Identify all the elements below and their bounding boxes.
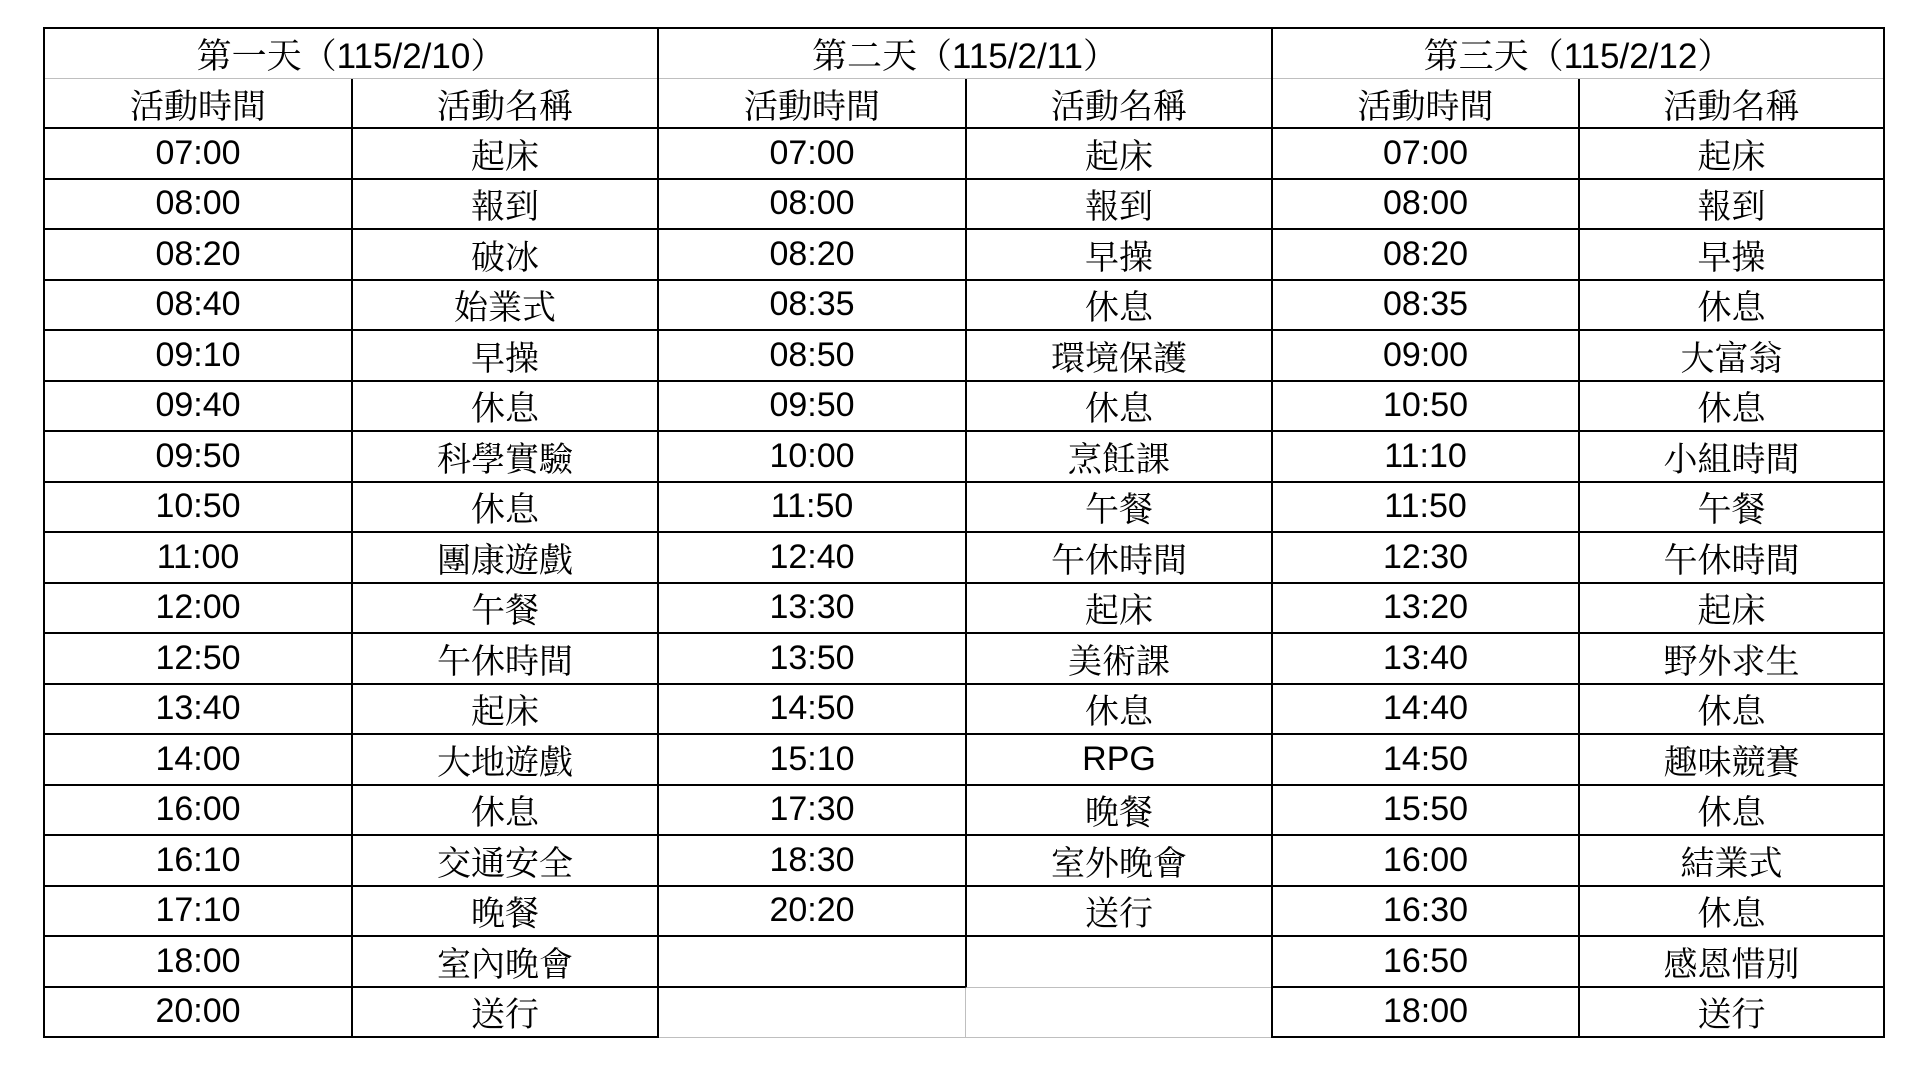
activity-name-cell: 早操 bbox=[1578, 230, 1883, 281]
activity-time-cell: 16:00 bbox=[45, 786, 351, 837]
schedule-row bbox=[1273, 180, 1883, 231]
activity-name-cell: 報到 bbox=[1578, 180, 1883, 231]
day-1-column-headers bbox=[45, 79, 657, 129]
schedule-row bbox=[45, 584, 657, 635]
activity-name-cell: 起床 bbox=[1578, 129, 1883, 180]
activity-name-cell: 晚餐 bbox=[965, 786, 1271, 837]
schedule-row bbox=[659, 331, 1271, 382]
activity-name-cell: 午休時間 bbox=[1578, 533, 1883, 584]
activity-name-cell: 趣味競賽 bbox=[1578, 735, 1883, 786]
day-3-title: 第三天（115/2/12） bbox=[1273, 29, 1883, 79]
activity-name-cell: 報到 bbox=[351, 180, 657, 231]
schedule-row bbox=[1273, 887, 1883, 938]
day-3-rows bbox=[1273, 129, 1883, 1038]
activity-time-cell: 10:00 bbox=[659, 432, 965, 483]
activity-time-cell: 13:30 bbox=[659, 584, 965, 635]
activity-time-cell: 16:00 bbox=[1273, 836, 1578, 887]
schedule-row bbox=[1273, 988, 1883, 1039]
activity-name-cell: 起床 bbox=[965, 584, 1271, 635]
activity-name-cell: 報到 bbox=[965, 180, 1271, 231]
activity-name-cell: 午休時間 bbox=[965, 533, 1271, 584]
activity-time-cell: 13:50 bbox=[659, 634, 965, 685]
activity-name-cell: 休息 bbox=[1578, 382, 1883, 433]
activity-name-cell: 起床 bbox=[351, 129, 657, 180]
schedule-row bbox=[1273, 382, 1883, 433]
activity-time-cell: 09:40 bbox=[45, 382, 351, 433]
schedule-row bbox=[659, 432, 1271, 483]
activity-time-cell: 10:50 bbox=[1273, 382, 1578, 433]
activity-time-cell: 08:00 bbox=[45, 180, 351, 231]
activity-name-cell: 送行 bbox=[351, 988, 657, 1039]
activity-name-cell: 科學實驗 bbox=[351, 432, 657, 483]
schedule-row bbox=[659, 230, 1271, 281]
activity-name-cell: 野外求生 bbox=[1578, 634, 1883, 685]
schedule-row bbox=[1273, 685, 1883, 736]
activity-time-cell: 16:30 bbox=[1273, 887, 1578, 938]
schedule-row bbox=[1273, 281, 1883, 332]
activity-time-cell: 07:00 bbox=[45, 129, 351, 180]
schedule-row bbox=[659, 988, 1271, 1039]
activity-name-cell: 小組時間 bbox=[1578, 432, 1883, 483]
schedule-row bbox=[1273, 432, 1883, 483]
activity-name-cell: 起床 bbox=[1578, 584, 1883, 635]
activity-time-cell: 20:20 bbox=[659, 887, 965, 938]
activity-time-cell: 09:10 bbox=[45, 331, 351, 382]
activity-time-cell: 16:50 bbox=[1273, 937, 1578, 988]
day-1-rows bbox=[45, 129, 657, 1038]
activity-name-cell: 休息 bbox=[351, 382, 657, 433]
schedule-row bbox=[45, 988, 657, 1039]
activity-time-cell: 17:30 bbox=[659, 786, 965, 837]
schedule-row bbox=[659, 281, 1271, 332]
day-column-2 bbox=[657, 29, 1271, 1038]
activity-time-cell: 16:10 bbox=[45, 836, 351, 887]
activity-time-cell: 14:50 bbox=[659, 685, 965, 736]
schedule-row bbox=[659, 685, 1271, 736]
activity-name-cell: 休息 bbox=[1578, 685, 1883, 736]
activity-name-cell: 室內晚會 bbox=[351, 937, 657, 988]
activity-name-cell: 團康遊戲 bbox=[351, 533, 657, 584]
activity-time-cell: 08:35 bbox=[659, 281, 965, 332]
schedule-row bbox=[659, 382, 1271, 433]
activity-time-cell: 18:00 bbox=[1273, 988, 1578, 1039]
activity-time-cell: 09:50 bbox=[659, 382, 965, 433]
schedule-row bbox=[659, 584, 1271, 635]
schedule-row bbox=[45, 533, 657, 584]
activity-name-cell: 早操 bbox=[965, 230, 1271, 281]
activity-time-cell: 13:40 bbox=[45, 685, 351, 736]
empty-time-cell bbox=[659, 937, 965, 988]
activity-time-cell: 09:50 bbox=[45, 432, 351, 483]
schedule-row bbox=[1273, 331, 1883, 382]
activity-name-cell: 休息 bbox=[965, 382, 1271, 433]
schedule-row bbox=[45, 786, 657, 837]
activity-name-cell: 交通安全 bbox=[351, 836, 657, 887]
schedule-row bbox=[659, 483, 1271, 534]
activity-time-cell: 12:50 bbox=[45, 634, 351, 685]
activity-name-cell: 休息 bbox=[1578, 281, 1883, 332]
activity-name-cell: 送行 bbox=[965, 887, 1271, 938]
empty-name-cell bbox=[965, 937, 1271, 988]
activity-time-cell: 08:00 bbox=[1273, 180, 1578, 231]
activity-time-cell: 08:20 bbox=[1273, 230, 1578, 281]
activity-name-cell: 休息 bbox=[351, 786, 657, 837]
activity-time-cell: 08:50 bbox=[659, 331, 965, 382]
schedule-row bbox=[659, 887, 1271, 938]
activity-name-cell: RPG bbox=[965, 735, 1271, 786]
schedule-row bbox=[45, 887, 657, 938]
day-column-1 bbox=[43, 29, 657, 1038]
activity-time-cell: 11:10 bbox=[1273, 432, 1578, 483]
activity-time-cell: 08:00 bbox=[659, 180, 965, 231]
day-2-rows bbox=[659, 129, 1271, 1038]
activity-time-cell: 14:40 bbox=[1273, 685, 1578, 736]
day-1-header-activity-time: 活動時間 bbox=[130, 87, 266, 126]
day-2-column-headers bbox=[659, 79, 1271, 129]
activity-time-cell: 12:00 bbox=[45, 584, 351, 635]
activity-name-cell: 室外晚會 bbox=[965, 836, 1271, 887]
activity-name-cell: 休息 bbox=[1578, 786, 1883, 837]
activity-time-cell: 12:40 bbox=[659, 533, 965, 584]
schedule-row bbox=[659, 786, 1271, 837]
day-1-header-activity-name: 活動名稱 bbox=[351, 79, 657, 127]
schedule-row bbox=[45, 735, 657, 786]
schedule-row bbox=[1273, 584, 1883, 635]
activity-time-cell: 13:20 bbox=[1273, 584, 1578, 635]
schedule-row bbox=[1273, 836, 1883, 887]
day-2-header-activity-name: 活動名稱 bbox=[965, 79, 1271, 127]
activity-name-cell: 早操 bbox=[351, 331, 657, 382]
camp-schedule-table bbox=[43, 27, 1885, 1038]
activity-name-cell: 休息 bbox=[965, 685, 1271, 736]
empty-name-cell bbox=[965, 988, 1271, 1039]
activity-time-cell: 11:50 bbox=[1273, 483, 1578, 534]
empty-time-cell bbox=[659, 988, 965, 1039]
schedule-row bbox=[659, 735, 1271, 786]
activity-name-cell: 起床 bbox=[965, 129, 1271, 180]
activity-name-cell: 午餐 bbox=[965, 483, 1271, 534]
schedule-row bbox=[659, 180, 1271, 231]
activity-name-cell: 午餐 bbox=[1578, 483, 1883, 534]
schedule-row bbox=[659, 836, 1271, 887]
schedule-row bbox=[1273, 937, 1883, 988]
activity-time-cell: 08:20 bbox=[45, 230, 351, 281]
activity-time-cell: 18:00 bbox=[45, 937, 351, 988]
activity-time-cell: 18:30 bbox=[659, 836, 965, 887]
activity-time-cell: 10:50 bbox=[45, 483, 351, 534]
schedule-row bbox=[1273, 634, 1883, 685]
schedule-row bbox=[45, 937, 657, 988]
activity-name-cell: 午休時間 bbox=[351, 634, 657, 685]
schedule-row bbox=[45, 331, 657, 382]
activity-time-cell: 11:50 bbox=[659, 483, 965, 534]
activity-name-cell: 烹飪課 bbox=[965, 432, 1271, 483]
schedule-row bbox=[45, 382, 657, 433]
schedule-row bbox=[1273, 230, 1883, 281]
schedule-row bbox=[45, 432, 657, 483]
activity-name-cell: 結業式 bbox=[1578, 836, 1883, 887]
activity-name-cell: 環境保護 bbox=[965, 331, 1271, 382]
activity-name-cell: 大地遊戲 bbox=[351, 735, 657, 786]
activity-time-cell: 15:10 bbox=[659, 735, 965, 786]
schedule-row bbox=[1273, 129, 1883, 180]
schedule-row bbox=[659, 634, 1271, 685]
schedule-row bbox=[1273, 786, 1883, 837]
day-column-3 bbox=[1271, 29, 1885, 1038]
day-3-column-headers bbox=[1273, 79, 1883, 129]
activity-name-cell: 始業式 bbox=[351, 281, 657, 332]
day-1-title: 第一天（115/2/10） bbox=[45, 29, 657, 79]
schedule-row bbox=[45, 230, 657, 281]
activity-name-cell: 休息 bbox=[351, 483, 657, 534]
activity-name-cell: 起床 bbox=[351, 685, 657, 736]
schedule-row bbox=[45, 129, 657, 180]
day-3-header-activity-name: 活動名稱 bbox=[1578, 79, 1883, 127]
day-2-title: 第二天（115/2/11） bbox=[659, 29, 1271, 79]
activity-time-cell: 14:50 bbox=[1273, 735, 1578, 786]
activity-time-cell: 17:10 bbox=[45, 887, 351, 938]
activity-time-cell: 11:00 bbox=[45, 533, 351, 584]
activity-name-cell: 美術課 bbox=[965, 634, 1271, 685]
activity-time-cell: 07:00 bbox=[1273, 129, 1578, 180]
activity-time-cell: 13:40 bbox=[1273, 634, 1578, 685]
activity-time-cell: 07:00 bbox=[659, 129, 965, 180]
activity-time-cell: 08:20 bbox=[659, 230, 965, 281]
activity-time-cell: 09:00 bbox=[1273, 331, 1578, 382]
schedule-row bbox=[659, 129, 1271, 180]
activity-time-cell: 20:00 bbox=[45, 988, 351, 1039]
activity-name-cell: 晚餐 bbox=[351, 887, 657, 938]
schedule-row bbox=[659, 937, 1271, 988]
schedule-row bbox=[45, 483, 657, 534]
schedule-row bbox=[45, 180, 657, 231]
schedule-row bbox=[45, 685, 657, 736]
activity-name-cell: 破冰 bbox=[351, 230, 657, 281]
activity-name-cell: 休息 bbox=[1578, 887, 1883, 938]
schedule-row bbox=[1273, 483, 1883, 534]
activity-name-cell: 午餐 bbox=[351, 584, 657, 635]
activity-time-cell: 15:50 bbox=[1273, 786, 1578, 837]
schedule-row bbox=[1273, 735, 1883, 786]
activity-time-cell: 08:40 bbox=[45, 281, 351, 332]
schedule-row bbox=[45, 281, 657, 332]
activity-name-cell: 感恩惜別 bbox=[1578, 937, 1883, 988]
schedule-row bbox=[45, 836, 657, 887]
activity-time-cell: 12:30 bbox=[1273, 533, 1578, 584]
activity-time-cell: 08:35 bbox=[1273, 281, 1578, 332]
activity-time-cell: 14:00 bbox=[45, 735, 351, 786]
schedule-row bbox=[1273, 533, 1883, 584]
day-2-header-activity-time: 活動時間 bbox=[744, 87, 880, 126]
activity-name-cell: 送行 bbox=[1578, 988, 1883, 1039]
activity-name-cell: 大富翁 bbox=[1578, 331, 1883, 382]
schedule-row bbox=[45, 634, 657, 685]
day-3-header-activity-time: 活動時間 bbox=[1357, 87, 1494, 126]
activity-name-cell: 休息 bbox=[965, 281, 1271, 332]
schedule-row bbox=[659, 533, 1271, 584]
